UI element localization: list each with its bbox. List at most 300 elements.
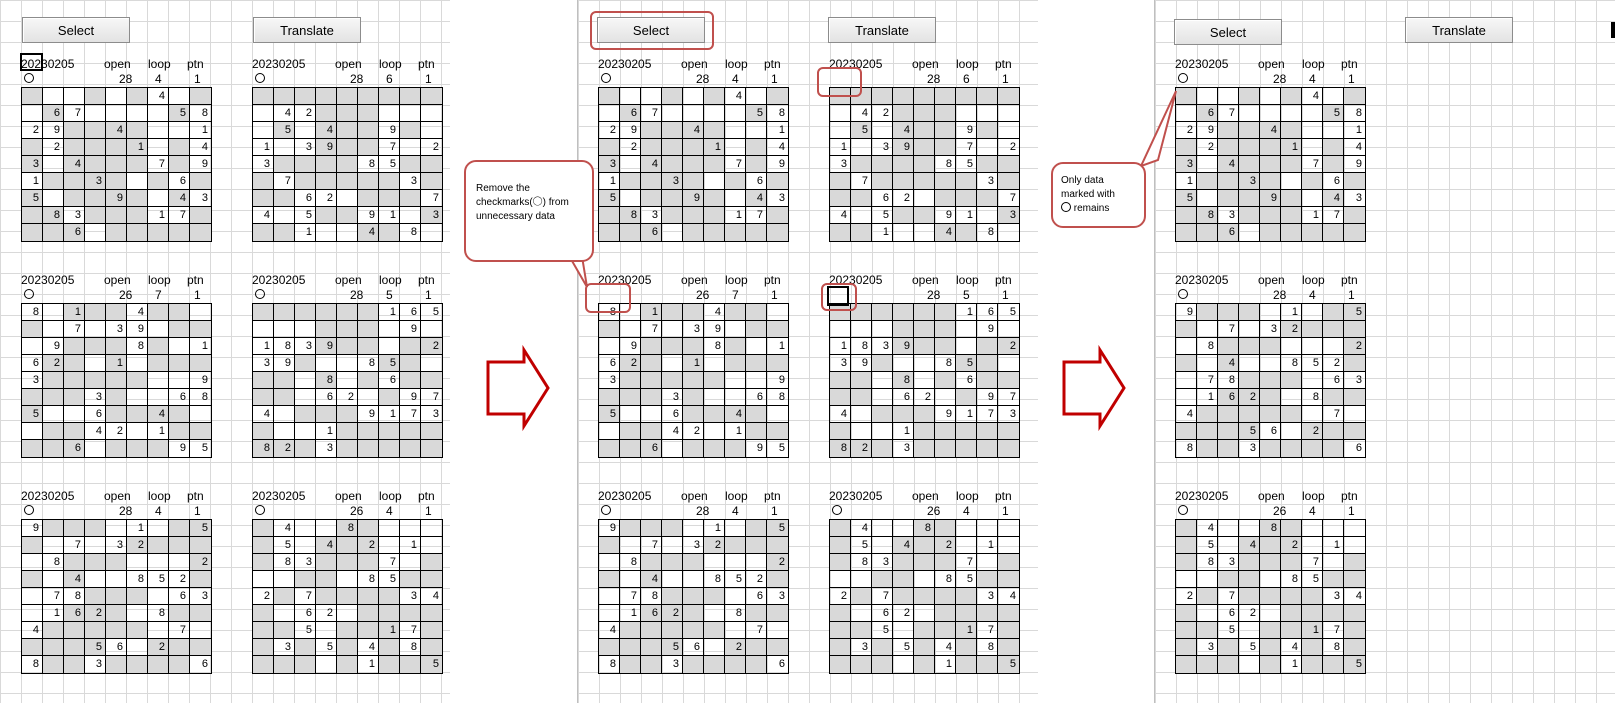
grid-cell[interactable]: [127, 554, 148, 571]
grid-cell[interactable]: 5: [379, 355, 400, 372]
grid-cell[interactable]: 5: [893, 639, 914, 656]
grid-cell[interactable]: [893, 88, 914, 105]
grid-cell[interactable]: [274, 139, 295, 156]
grid-cell[interactable]: [620, 639, 641, 656]
grid-cell[interactable]: 6: [201, 658, 208, 670]
grid-cell[interactable]: [421, 321, 442, 338]
grid-cell[interactable]: [725, 105, 746, 122]
grid-cell[interactable]: 4: [935, 639, 956, 656]
grid-cell[interactable]: 4: [935, 224, 956, 241]
grid-cell[interactable]: 4: [274, 520, 295, 537]
grid-cell[interactable]: [662, 588, 683, 605]
grid-cell[interactable]: [746, 122, 767, 139]
grid-cell[interactable]: [704, 372, 725, 389]
grid-cell[interactable]: [830, 656, 851, 673]
grid-cell[interactable]: [253, 190, 274, 207]
grid-cell[interactable]: [1239, 338, 1260, 355]
grid-cell[interactable]: 5: [190, 520, 211, 537]
grid-cell[interactable]: [1302, 639, 1323, 656]
grid-cell[interactable]: [379, 605, 400, 622]
grid-cell[interactable]: 5: [1239, 423, 1260, 440]
grid-cell[interactable]: [914, 139, 935, 156]
grid-cell[interactable]: 6: [1260, 423, 1281, 440]
grid-cell[interactable]: [22, 139, 43, 156]
grid-cell[interactable]: [85, 355, 106, 372]
grid-cell[interactable]: 4: [253, 406, 274, 423]
grid-cell[interactable]: [1302, 588, 1323, 605]
grid-cell[interactable]: [421, 88, 442, 105]
grid-cell[interactable]: [43, 639, 64, 656]
grid-cell[interactable]: 8: [148, 605, 169, 622]
grid-cell[interactable]: [1239, 406, 1260, 423]
grid-cell[interactable]: [85, 88, 106, 105]
grid-cell[interactable]: 4: [1344, 139, 1365, 156]
grid-cell[interactable]: 2: [85, 605, 106, 622]
grid-cell[interactable]: [914, 122, 935, 139]
grid-cell[interactable]: 4: [1176, 406, 1197, 423]
grid-cell[interactable]: 7: [379, 139, 400, 156]
grid-cell[interactable]: [1218, 173, 1239, 190]
grid-cell[interactable]: 6: [316, 389, 337, 406]
grid-cell[interactable]: [274, 389, 295, 406]
grid-cell[interactable]: 3: [599, 372, 620, 389]
grid-cell[interactable]: [127, 156, 148, 173]
grid-cell[interactable]: [767, 88, 788, 105]
grid-cell[interactable]: [274, 605, 295, 622]
grid-cell[interactable]: [1260, 554, 1281, 571]
grid-cell[interactable]: 4: [274, 105, 295, 122]
grid-cell[interactable]: [725, 622, 746, 639]
grid-cell[interactable]: [599, 389, 620, 406]
grid-cell[interactable]: [85, 520, 106, 537]
grid-cell[interactable]: [64, 355, 85, 372]
grid-cell[interactable]: 3: [22, 372, 43, 389]
grid-cell[interactable]: 8: [400, 224, 421, 241]
grid-cell[interactable]: [851, 656, 872, 673]
grid-cell[interactable]: 2: [662, 605, 683, 622]
grid-cell[interactable]: 1: [1176, 173, 1197, 190]
grid-cell[interactable]: 9: [106, 190, 127, 207]
grid-cell[interactable]: 1: [1281, 139, 1302, 156]
grid-cell[interactable]: [1260, 406, 1281, 423]
grid-cell[interactable]: [379, 173, 400, 190]
grid-cell[interactable]: [1239, 571, 1260, 588]
grid-cell[interactable]: 3: [662, 389, 683, 406]
grid-cell[interactable]: [1344, 622, 1365, 639]
grid-cell[interactable]: [704, 656, 725, 673]
grid-cell[interactable]: [358, 588, 379, 605]
grid-cell[interactable]: [295, 173, 316, 190]
grid-cell[interactable]: 5: [1239, 639, 1260, 656]
grid-cell[interactable]: [169, 639, 190, 656]
grid-cell[interactable]: [683, 338, 704, 355]
grid-cell[interactable]: [599, 423, 620, 440]
grid-cell[interactable]: 4: [746, 190, 767, 207]
grid-cell[interactable]: 8: [767, 389, 788, 406]
grid-cell[interactable]: [148, 224, 169, 241]
grid-cell[interactable]: 3: [400, 173, 421, 190]
grid-cell[interactable]: [295, 656, 316, 673]
grid-cell[interactable]: 8: [127, 571, 148, 588]
grid-cell[interactable]: 4: [148, 88, 169, 105]
grid-cell[interactable]: [337, 338, 358, 355]
grid-cell[interactable]: 1: [725, 423, 746, 440]
grid-cell[interactable]: [620, 321, 641, 338]
grid-cell[interactable]: [683, 406, 704, 423]
grid-cell[interactable]: [85, 139, 106, 156]
select-button[interactable]: Select: [22, 17, 130, 43]
grid-cell[interactable]: [148, 440, 169, 457]
grid-cell[interactable]: 6: [746, 588, 767, 605]
grid-cell[interactable]: 8: [935, 156, 956, 173]
grid-cell[interactable]: [1281, 105, 1302, 122]
grid-cell[interactable]: 2: [253, 588, 274, 605]
grid-cell[interactable]: 1: [1344, 122, 1365, 139]
grid-cell[interactable]: [1323, 571, 1344, 588]
grid-cell[interactable]: [746, 321, 767, 338]
grid-cell[interactable]: [295, 406, 316, 423]
grid-cell[interactable]: [43, 304, 64, 321]
grid-cell[interactable]: [148, 338, 169, 355]
grid-cell[interactable]: [725, 122, 746, 139]
grid-cell[interactable]: 9: [379, 122, 400, 139]
grid-cell[interactable]: 3: [1344, 190, 1365, 207]
grid-cell[interactable]: 2: [1302, 423, 1323, 440]
grid-cell[interactable]: [830, 554, 851, 571]
grid-cell[interactable]: [1344, 423, 1365, 440]
grid-cell[interactable]: 4: [599, 622, 620, 639]
grid-cell[interactable]: 5: [201, 442, 208, 454]
grid-cell[interactable]: 7: [274, 173, 295, 190]
grid-cell[interactable]: [599, 207, 620, 224]
grid-cell[interactable]: [851, 571, 872, 588]
grid-cell[interactable]: [337, 156, 358, 173]
grid-cell[interactable]: [1302, 139, 1323, 156]
grid-cell[interactable]: [683, 554, 704, 571]
grid-cell[interactable]: [1176, 571, 1197, 588]
grid-cell[interactable]: [830, 173, 851, 190]
grid-cell[interactable]: 3: [830, 355, 851, 372]
grid-cell[interactable]: [872, 156, 893, 173]
grid-cell[interactable]: 6: [778, 658, 785, 670]
grid-cell[interactable]: 5: [1197, 537, 1218, 554]
grid-cell[interactable]: [914, 406, 935, 423]
grid-cell[interactable]: [22, 207, 43, 224]
grid-cell[interactable]: 1: [1281, 656, 1302, 673]
grid-cell[interactable]: [64, 88, 85, 105]
grid-cell[interactable]: [1176, 622, 1197, 639]
grid-cell[interactable]: [43, 622, 64, 639]
grid-cell[interactable]: [851, 389, 872, 406]
grid-cell[interactable]: [767, 355, 788, 372]
grid-cell[interactable]: 7: [421, 190, 442, 207]
grid-cell[interactable]: 1: [379, 406, 400, 423]
grid-cell[interactable]: 3: [977, 588, 998, 605]
grid-cell[interactable]: 1: [956, 622, 977, 639]
grid-cell[interactable]: 2: [421, 139, 442, 156]
grid-cell[interactable]: 2: [169, 571, 190, 588]
grid-cell[interactable]: [872, 537, 893, 554]
grid-cell[interactable]: [998, 520, 1019, 537]
grid-cell[interactable]: [1218, 304, 1239, 321]
grid-cell[interactable]: 6: [746, 173, 767, 190]
grid-cell[interactable]: [400, 605, 421, 622]
grid-cell[interactable]: [337, 88, 358, 105]
grid-cell[interactable]: 1: [956, 207, 977, 224]
grid-cell[interactable]: 3: [1239, 173, 1260, 190]
grid-cell[interactable]: [935, 520, 956, 537]
grid-cell[interactable]: [977, 372, 998, 389]
grid-cell[interactable]: [1197, 423, 1218, 440]
grid-cell[interactable]: [830, 122, 851, 139]
grid-cell[interactable]: [872, 355, 893, 372]
grid-cell[interactable]: 2: [148, 639, 169, 656]
grid-cell[interactable]: [935, 423, 956, 440]
grid-cell[interactable]: [1197, 622, 1218, 639]
grid-cell[interactable]: 6: [872, 190, 893, 207]
grid-cell[interactable]: 2: [914, 389, 935, 406]
grid-cell[interactable]: [725, 537, 746, 554]
grid-cell[interactable]: [169, 304, 190, 321]
grid-cell[interactable]: 3: [1176, 156, 1197, 173]
grid-cell[interactable]: [683, 88, 704, 105]
grid-cell[interactable]: [22, 423, 43, 440]
select-button[interactable]: Select: [1174, 19, 1282, 45]
grid-cell[interactable]: [725, 389, 746, 406]
grid-cell[interactable]: 1: [253, 338, 274, 355]
grid-cell[interactable]: [914, 207, 935, 224]
grid-cell[interactable]: [127, 105, 148, 122]
grid-cell[interactable]: [43, 406, 64, 423]
grid-cell[interactable]: [1323, 224, 1344, 241]
grid-cell[interactable]: 5: [148, 571, 169, 588]
translate-button[interactable]: Translate: [1405, 17, 1513, 43]
grid-cell[interactable]: 8: [64, 588, 85, 605]
grid-cell[interactable]: 1: [830, 139, 851, 156]
grid-cell[interactable]: 8: [358, 571, 379, 588]
grid-cell[interactable]: [421, 537, 442, 554]
grid-cell[interactable]: [148, 321, 169, 338]
grid-cell[interactable]: [725, 173, 746, 190]
grid-cell[interactable]: [127, 423, 148, 440]
grid-cell[interactable]: 2: [872, 105, 893, 122]
grid-cell[interactable]: 4: [641, 156, 662, 173]
grid-cell[interactable]: [1302, 105, 1323, 122]
grid-cell[interactable]: 7: [641, 105, 662, 122]
grid-cell[interactable]: [725, 338, 746, 355]
grid-cell[interactable]: 9: [977, 321, 998, 338]
grid-cell[interactable]: 8: [22, 304, 43, 321]
grid-cell[interactable]: 8: [1260, 520, 1281, 537]
grid-cell[interactable]: 8: [43, 554, 64, 571]
grid-cell[interactable]: [148, 173, 169, 190]
grid-cell[interactable]: [1176, 605, 1197, 622]
grid-cell[interactable]: [704, 105, 725, 122]
grid-cell[interactable]: [914, 304, 935, 321]
grid-cell[interactable]: [106, 622, 127, 639]
grid-cell[interactable]: [253, 423, 274, 440]
grid-cell[interactable]: [620, 571, 641, 588]
grid-cell[interactable]: [148, 190, 169, 207]
grid-cell[interactable]: [1302, 190, 1323, 207]
grid-cell[interactable]: [1302, 656, 1323, 673]
grid-cell[interactable]: [337, 105, 358, 122]
grid-cell[interactable]: [935, 588, 956, 605]
grid-cell[interactable]: 5: [851, 122, 872, 139]
grid-cell[interactable]: 3: [85, 389, 106, 406]
grid-cell[interactable]: [1197, 605, 1218, 622]
grid-cell[interactable]: 7: [1218, 105, 1239, 122]
grid-cell[interactable]: 8: [641, 588, 662, 605]
grid-cell[interactable]: [316, 321, 337, 338]
grid-cell[interactable]: [1344, 537, 1365, 554]
grid-cell[interactable]: [977, 207, 998, 224]
grid-cell[interactable]: [1176, 639, 1197, 656]
grid-cell[interactable]: [956, 88, 977, 105]
grid-cell[interactable]: 3: [400, 588, 421, 605]
grid-cell[interactable]: 9: [1197, 122, 1218, 139]
grid-cell[interactable]: [1281, 207, 1302, 224]
grid-cell[interactable]: [977, 554, 998, 571]
grid-cell[interactable]: [106, 207, 127, 224]
grid-cell[interactable]: 1: [830, 338, 851, 355]
grid-cell[interactable]: [662, 554, 683, 571]
grid-cell[interactable]: [1260, 156, 1281, 173]
grid-cell[interactable]: [1239, 304, 1260, 321]
grid-cell[interactable]: [337, 355, 358, 372]
grid-cell[interactable]: 2: [1323, 355, 1344, 372]
grid-cell[interactable]: [1302, 122, 1323, 139]
grid-cell[interactable]: 2: [316, 605, 337, 622]
grid-cell[interactable]: 4: [704, 304, 725, 321]
grid-cell[interactable]: [127, 355, 148, 372]
grid-cell[interactable]: [1239, 656, 1260, 673]
grid-cell[interactable]: 5: [379, 571, 400, 588]
grid-cell[interactable]: [914, 321, 935, 338]
grid-cell[interactable]: 9: [620, 338, 641, 355]
grid-cell[interactable]: 4: [830, 406, 851, 423]
grid-cell[interactable]: [641, 406, 662, 423]
grid-cell[interactable]: [1176, 372, 1197, 389]
grid-cell[interactable]: [22, 554, 43, 571]
grid-cell[interactable]: 5: [1323, 105, 1344, 122]
grid-cell[interactable]: 3: [599, 156, 620, 173]
grid-cell[interactable]: [274, 571, 295, 588]
grid-cell[interactable]: [872, 423, 893, 440]
grid-cell[interactable]: 3: [106, 321, 127, 338]
grid-cell[interactable]: [998, 622, 1019, 639]
grid-cell[interactable]: [295, 122, 316, 139]
grid-cell[interactable]: [767, 571, 788, 588]
grid-cell[interactable]: [421, 105, 442, 122]
grid-cell[interactable]: [935, 440, 956, 457]
grid-cell[interactable]: [253, 622, 274, 639]
grid-cell[interactable]: [746, 338, 767, 355]
grid-cell[interactable]: [85, 321, 106, 338]
grid-cell[interactable]: 1: [43, 605, 64, 622]
grid-cell[interactable]: 7: [1218, 588, 1239, 605]
grid-cell[interactable]: 9: [956, 122, 977, 139]
grid-cell[interactable]: 1: [620, 605, 641, 622]
grid-cell[interactable]: [620, 622, 641, 639]
grid-cell[interactable]: [830, 423, 851, 440]
grid-cell[interactable]: [379, 190, 400, 207]
grid-cell[interactable]: [641, 139, 662, 156]
grid-cell[interactable]: 1: [872, 224, 893, 241]
grid-cell[interactable]: [106, 372, 127, 389]
grid-cell[interactable]: 8: [977, 639, 998, 656]
grid-cell[interactable]: [1197, 440, 1218, 457]
grid-cell[interactable]: [85, 440, 106, 457]
grid-cell[interactable]: [1281, 338, 1302, 355]
grid-cell[interactable]: [1218, 190, 1239, 207]
grid-cell[interactable]: [22, 88, 43, 105]
grid-cell[interactable]: 5: [1344, 304, 1365, 321]
grid-cell[interactable]: [295, 639, 316, 656]
grid-cell[interactable]: 8: [1302, 389, 1323, 406]
grid-cell[interactable]: [85, 372, 106, 389]
grid-cell[interactable]: [106, 406, 127, 423]
grid-cell[interactable]: 1: [253, 139, 274, 156]
grid-cell[interactable]: 1: [22, 173, 43, 190]
grid-cell[interactable]: [358, 372, 379, 389]
grid-cell[interactable]: [64, 173, 85, 190]
grid-cell[interactable]: 5: [421, 656, 442, 673]
grid-cell[interactable]: 9: [127, 321, 148, 338]
grid-cell[interactable]: [421, 224, 442, 241]
grid-cell[interactable]: 2: [1176, 122, 1197, 139]
grid-cell[interactable]: [400, 440, 421, 457]
grid-cell[interactable]: 8: [725, 605, 746, 622]
grid-cell[interactable]: [190, 355, 211, 372]
grid-cell[interactable]: [274, 372, 295, 389]
grid-cell[interactable]: [872, 372, 893, 389]
grid-cell[interactable]: [662, 207, 683, 224]
grid-cell[interactable]: [914, 537, 935, 554]
grid-cell[interactable]: [148, 389, 169, 406]
grid-cell[interactable]: [169, 139, 190, 156]
grid-cell[interactable]: 6: [295, 190, 316, 207]
grid-cell[interactable]: [274, 190, 295, 207]
grid-cell[interactable]: 5: [1344, 656, 1365, 673]
grid-cell[interactable]: [169, 554, 190, 571]
grid-cell[interactable]: [1344, 389, 1365, 406]
grid-cell[interactable]: [998, 156, 1019, 173]
grid-cell[interactable]: 8: [1281, 355, 1302, 372]
grid-cell[interactable]: [683, 105, 704, 122]
grid-cell[interactable]: 5: [956, 156, 977, 173]
grid-cell[interactable]: [956, 588, 977, 605]
grid-cell[interactable]: [683, 520, 704, 537]
grid-cell[interactable]: [1323, 520, 1344, 537]
grid-cell[interactable]: [830, 105, 851, 122]
grid-cell[interactable]: [379, 321, 400, 338]
grid-cell[interactable]: [337, 622, 358, 639]
grid-cell[interactable]: 8: [358, 355, 379, 372]
grid-cell[interactable]: [106, 304, 127, 321]
grid-cell[interactable]: 5: [851, 537, 872, 554]
grid-cell[interactable]: [1260, 588, 1281, 605]
grid-cell[interactable]: 9: [169, 440, 190, 457]
grid-cell[interactable]: 2: [851, 440, 872, 457]
grid-cell[interactable]: [914, 173, 935, 190]
grid-cell[interactable]: 3: [421, 207, 442, 224]
grid-cell[interactable]: [1344, 321, 1365, 338]
grid-cell[interactable]: 1: [400, 537, 421, 554]
grid-cell[interactable]: 1: [1323, 537, 1344, 554]
grid-cell[interactable]: [169, 122, 190, 139]
grid-cell[interactable]: [914, 571, 935, 588]
